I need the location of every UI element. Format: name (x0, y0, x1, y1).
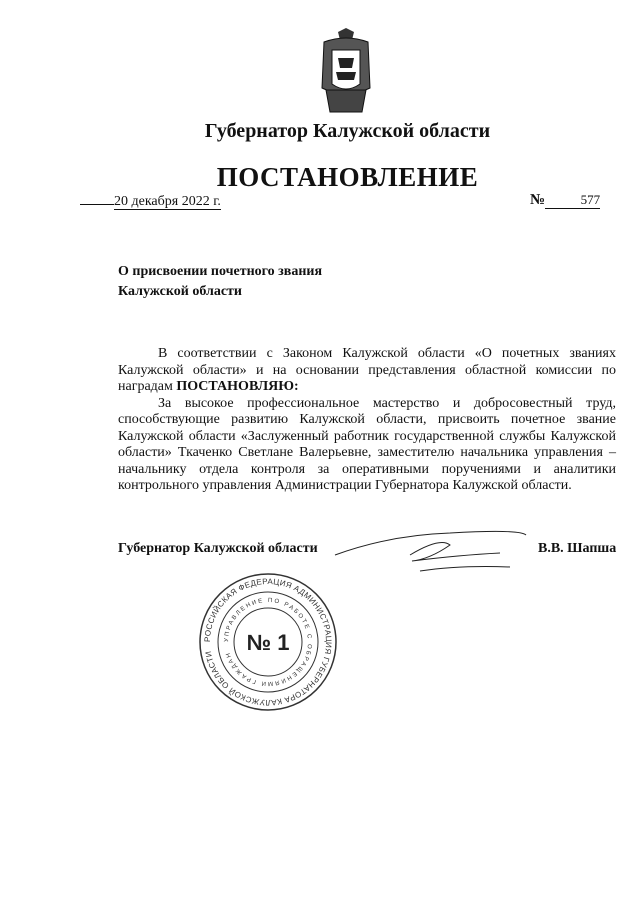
document-body (118, 346, 616, 495)
subject-line: Калужской области (118, 284, 242, 299)
document-number (530, 192, 600, 209)
document-date (80, 194, 221, 210)
svg-text:№ 1: № 1 (246, 630, 290, 655)
paragraph: За высокое профессиональное мастерство и добросовестный труд, способствующие развитию Калужской области, присвоить почетное звание Калужской области «Заслуженный работник государственной службы Калужской области» Ткаченко Светлане Валерьевне, заместителю начальника управления – начальнику отдела контроля за оперативными поручениями и аналитики контрольного управления Администрации Губернатора Калужской области. (118, 395, 616, 493)
signatory-name: В.В. Шапша (538, 541, 617, 556)
paragraph (118, 346, 616, 396)
paragraph-text: В соответствии с Законом Калужской области «О почетных званиях Калужской области» и на основании представления областной комиссии по наградам (118, 346, 616, 394)
subject-line: О присвоении почетного звания (118, 264, 323, 279)
date-value: 20 декабря 2022 г. (114, 194, 221, 209)
subject (118, 262, 322, 302)
official-seal-stamp (198, 572, 338, 712)
svg-text:УПРАВЛЕНИЕ ПО РАБОТЕ С ОБРАЩЕН: УПРАВЛЕНИЕ ПО РАБОТЕ С ОБРАЩЕНИЯМИ ГРАЖДАН (223, 597, 313, 687)
document-type-title: ПОСТАНОВЛЕНИЕ (216, 162, 479, 192)
number-value: 577 (545, 192, 600, 209)
resolution-keyword: ПОСТАНОВЛЯЮ: (176, 379, 299, 394)
signatory-title: Губернатор Калужской области (118, 541, 318, 556)
number-label: № (530, 192, 546, 208)
coat-of-arms-emblem (318, 28, 374, 118)
issuer-heading: Губернатор Калужской области (204, 120, 491, 142)
svg-text:РОССИЙСКАЯ ФЕДЕРАЦИЯ АДМИНИСТР: РОССИЙСКАЯ ФЕДЕРАЦИЯ АДМИНИСТРАЦИЯ ГУБЕРНАТОРА КАЛУЖСКОЙ ОБЛАСТИ (202, 576, 334, 708)
handwritten-signature (330, 515, 530, 585)
